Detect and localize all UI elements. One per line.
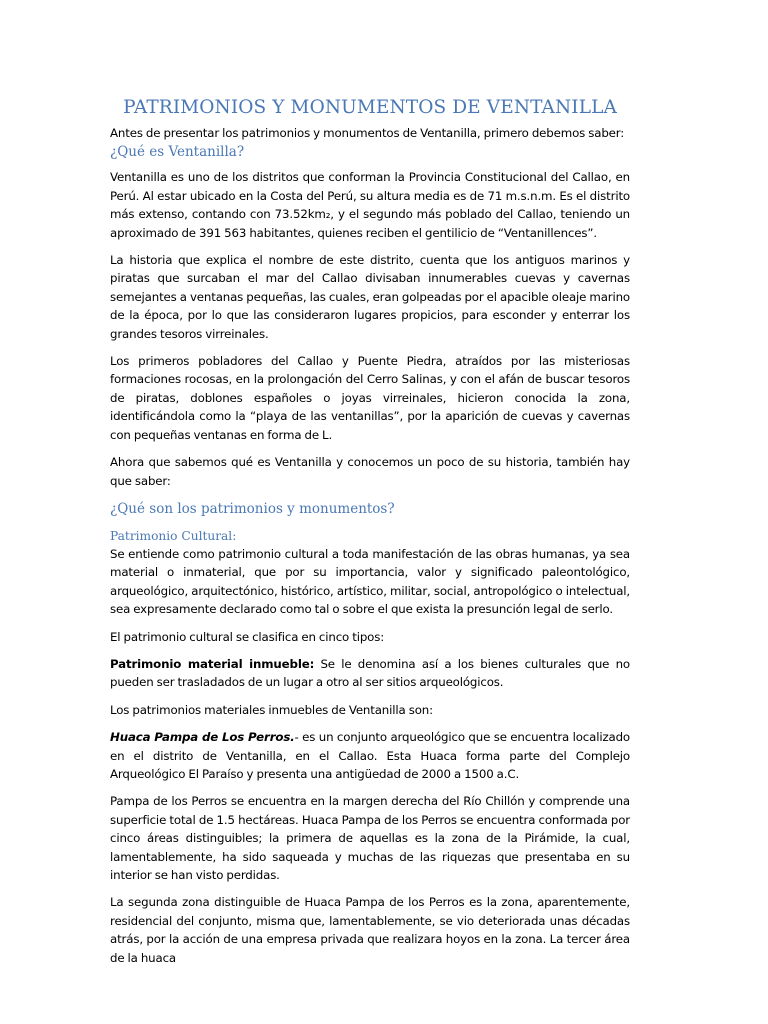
paragraph-7 <box>110 655 630 692</box>
paragraph-8: Los patrimonios materiales inmuebles de Ventanilla son: <box>110 702 433 717</box>
paragraph-3: Los primeros pobladores del Callao y Puente Piedra, atraídos por las misteriosas formaciones rocosas, en la prolongación del Cerro Salinas, y con el afán de buscar tesoros de piratas, doblones españoles o joyas virreinales, hicieron conocida la zona, identificándola como la “playa de las ventanillas”, por la aparición de cuevas y cavernas con pequeñas ventanas en forma de L. <box>110 354 630 442</box>
document-page <box>110 96 630 967</box>
heading-patrimonios-monumentos: ¿Qué son los patrimonios y monumentos? <box>110 500 395 517</box>
paragraph-10: Pampa de los Perros se encuentra en la margen derecha del Río Chillón y comprende una superficie total de 1.5 hectáreas. Huaca Pampa de los Perros se encuentra conformada por cinco áreas distinguibles; la primera de aquellas es la zona de la Pirámide, la cual, lamentablemente, ha sido saqueada y muchas de las riquezas que presentaba en su interior se han visto perdidas. <box>110 794 630 882</box>
paragraph-9 <box>110 728 630 783</box>
intro-paragraph: Antes de presentar los patrimonios y monumentos de Ventanilla, primero debemos saber: <box>110 126 625 140</box>
paragraph-7-text: Se le denomina así a los bienes culturales que no pueden ser trasladados de un lugar a otro al ser sitios arqueológicos. <box>110 656 630 690</box>
subheading-patrimonio-cultural: Patrimonio Cultural: <box>110 528 237 543</box>
paragraph-6: El patrimonio cultural se clasifica en cinco tipos: <box>110 629 385 644</box>
paragraph-2: La historia que explica el nombre de este distrito, cuenta que los antiguos marinos y piratas que surcaban el mar del Callao divisaban innumerables cuevas y cavernas semejantes a ventanas pequeñas, las cuales, eran golpeadas por el apacible oleaje marino de la época, por lo que las consideraron lugares propicios, para esconder y enterrar los grandes tesoros virreinales. <box>110 253 630 341</box>
paragraph-5: Se entiende como patrimonio cultural a toda manifestación de las obras humanas, ya sea material o inmaterial, que por su importancia, valor y significado paleontológico, arqueológico, arquitectónico, histórico, artístico, militar, social, antropológico o intelectual, sea expresamente declarado como tal o sobre el que exista la presunción legal de serlo. <box>110 546 630 617</box>
paragraph-4: Ahora que sabemos qué es Ventanilla y conocemos un poco de su historia, también hay que saber: <box>110 455 630 488</box>
paragraph-11: La segunda zona distinguible de Huaca Pampa de los Perros es la zona, aparentemente, residencial del conjunto, misma que, lamentablemente, se vio deteriorada unas décadas atrás, por la acción de una empresa privada que realizara hoyos en la zona. La tercer área de la huaca <box>110 895 630 965</box>
paragraph-9-bold-italic-lead: Huaca Pampa de Los Perros. <box>110 730 295 745</box>
paragraph-1: Ventanilla es uno de los distritos que conforman la Provincia Constitucional del Callao, en Perú. Al estar ubicado en la Costa del Perú, su altura media es de 71 m.s.n.m. Es el distrito más extenso, contando con 73.52km₂, y el segundo más poblado del Callao, teniendo un aproximado de 391 563 habitantes, quienes reciben el gentilicio de “Ventanillences”. <box>110 170 630 240</box>
heading-que-es-ventanilla: ¿Qué es Ventanilla? <box>110 144 245 161</box>
document-title: PATRIMONIOS Y MONUMENTOS DE VENTANILLA <box>123 97 617 118</box>
paragraph-7-bold-lead: Patrimonio material inmueble: <box>110 656 315 671</box>
paragraph-9-text: - es un conjunto arqueológico que se encuentra localizado en el distrito de Ventanilla, en el Callao. Esta Huaca forma parte del Complejo Arqueológico El Paraíso y presenta una antigüedad de 2000 a 1500 a.C. <box>110 730 630 781</box>
